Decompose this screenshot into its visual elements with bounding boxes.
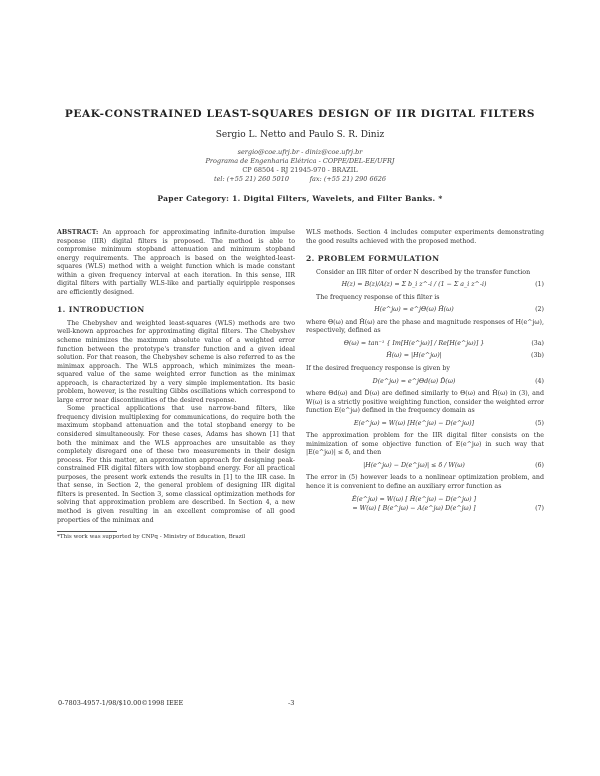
paragraph: WLS methods. Section 4 includes computer experiments demonstrating the good results achieved with the proposed method. (306, 229, 544, 245)
page-number: -3 (288, 699, 295, 707)
left-column (57, 229, 295, 541)
equation-body: H(z) = B(z)/A(z) = Σ b_i z^-i / (1 − Σ a_i z^-i) (341, 281, 487, 289)
author-list: Sergio L. Netto and Paulo S. R. Diniz (215, 130, 385, 140)
equation-body: = W(ω) [ B(e^jω) − A(e^jω) D(e^jω) ] (352, 505, 476, 513)
abstract-text: An approach for approximating infinite-duration impulse response (IIR) digital filters is proposed. The method is able to compromise minimum stopband attenuation and minimum stopband energy requirements. The approach is based on the weighted-least-squares (WLS) method with a weight function which is made constant within a given frequency interval at each iteration. In this sense, IIR digital filters with partially WLS-like and partially equiripple responses are efficiently designed. (57, 229, 295, 296)
equation-body: E(e^jω) = W(ω) [H(e^jω) − D(e^jω)] (353, 419, 475, 427)
equation-body: |H(e^jω) − D(e^jω)| ≤ δ / W(ω) (363, 461, 465, 469)
paragraph: The Chebyshev and weighted least-squares (WLS) methods are two well-known approaches for approximating digital filters. The Chebyshev scheme minimizes the maximum absolute value of a weighted error function between the prototype's transfer function and a given ideal solution. For that reason, the Chebyshev scheme is also referred to as the minimax approach. The WLS approach, which minimizes the mean-squared value of the same weighted error function as the minimax approach, is characterized by a very simple implementation. Its basic problem, however, is the resulting Gibbs oscillations which correspond to large error near discontinuities of the desired response. (57, 319, 295, 404)
affiliation-line: CP 68504 - RJ 21945-970 - BRAZIL (242, 166, 358, 174)
paper-category: Paper Category: 1. Digital Filters, Wavelets, and Filter Banks. * (157, 194, 443, 203)
abstract-label: ABSTRACT: (57, 229, 99, 236)
equation-body: Θ(ω) = tan⁻¹ { Im[H(e^jω)] / Re[H(e^jω)] } (343, 339, 485, 347)
equation-number: (7) (535, 505, 544, 513)
affiliation-block (0, 148, 600, 184)
equation (306, 306, 544, 315)
paragraph: The error in (5) however leads to a nonlinear optimization problem, and hence it is convenient to define an auxiliary error function as (306, 474, 544, 491)
equation (306, 340, 544, 349)
right-column (306, 229, 544, 518)
affiliation-line: tel: (+55 21) 260 5010 fax: (+55 21) 290 6626 (213, 175, 387, 183)
equation (306, 352, 544, 361)
paragraph: where Θ(ω) and H̄(ω) are the phase and magnitude responses of H(e^jω), respectively, defined as (306, 318, 544, 335)
equation (306, 462, 544, 471)
equation-body: H̄(ω) = |H(e^jω)| (386, 352, 442, 360)
equation (306, 505, 544, 514)
footnote: *This work was supported by CNPq - Ministry of Education, Brazil (57, 534, 246, 541)
paragraph: The frequency response of this filter is (316, 293, 440, 301)
equation-number: (2) (535, 306, 544, 314)
equation-number: (4) (535, 377, 544, 385)
paragraph: Consider an IIR filter of order N described by the transfer function (316, 268, 531, 276)
paragraph: Some practical applications that use narrow-band filters, like frequency division multiplexing for communications, do require both the maximum stopband attenuation and the total stopband energy to be considered simultaneously. For these cases, Adams has shown [1] that both the minimax and the WLS approaches are unsuitable as they completely disregard one of these two measurements in their design process. For this matter, an approximation approach for designing peak-constrained FIR digital filters with low stopband energy. For all practical purposes, the present work extends the results in [1] to the IIR case. In that sense, in Section 2, the general problem of designing IIR digital filters is presented. In Section 3, some classical optimization methods for solving that approximation problem are described. In Section 4, a new method is given resulting in an excellent compromise of all good properties of the minimax and (57, 405, 295, 524)
footnote-divider (57, 531, 117, 532)
equation-body: H(e^jω) = e^jΘ(ω) H̄(ω) (374, 306, 454, 314)
equation-number: (3b) (531, 352, 544, 360)
equation (306, 281, 544, 290)
equation-number: (1) (535, 281, 544, 289)
equation-body: D(e^jω) = e^jΘd(ω) D̄(ω) (372, 377, 456, 385)
paragraph: where Θd(ω) and D̄(ω) are defined similarly to Θ(ω) and H̄(ω) in (3), and W(ω) is a strictly positive weighting function, consider the weighted error function E(e^jω) defined in the frequency domain as (306, 390, 544, 415)
paper-title: PEAK-CONSTRAINED LEAST-SQUARES DESIGN OF IIR DIGITAL FILTERS (64, 108, 536, 120)
paragraph: If the desired frequency response is given by (306, 365, 450, 373)
paragraph: The approximation problem for the IIR digital filter consists on the minimization of some objective function of E(e^jω) in such way that |E(e^jω)| ≤ δ, and then (306, 432, 544, 457)
abstract (57, 229, 295, 297)
section-heading-introduction: 1. INTRODUCTION (57, 305, 145, 315)
equation (306, 378, 544, 387)
equation-number: (3a) (531, 339, 544, 347)
section-heading-problem-formulation: 2. PROBLEM FORMULATION (306, 254, 440, 264)
equation-number: (6) (535, 461, 544, 469)
equation (306, 496, 544, 505)
affiliation-line: sergio@coe.ufrj.br - diniz@coe.ufrj.br (237, 148, 363, 156)
equation-body: Ê(e^jω) = W(ω) [ Ĥ(e^jω) − D(e^jω) ] (351, 495, 477, 503)
copyright-line: 0-7803-4957-1/98/$10.00©1998 IEEE (58, 699, 184, 707)
affiliation-line: Programa de Engenharia Elétrica - COPPE/DEL-EE/UFRJ (205, 157, 395, 165)
equation-number: (5) (535, 419, 544, 427)
equation (306, 420, 544, 429)
